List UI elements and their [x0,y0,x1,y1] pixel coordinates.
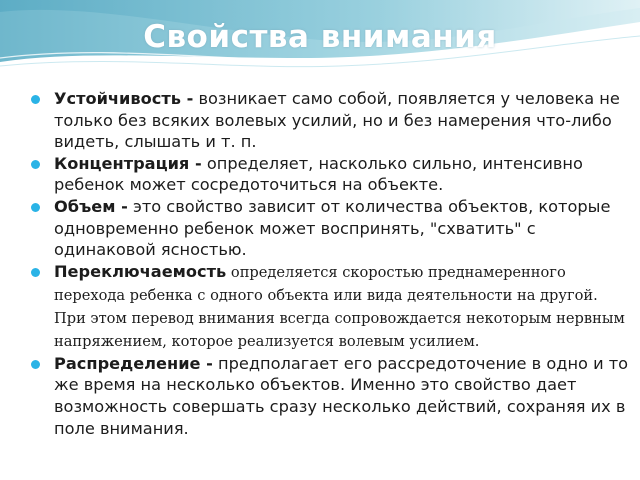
bullet-dot-icon [31,268,40,277]
bullet-term: Устойчивость - [54,89,194,108]
bullet-dot-icon [31,203,40,212]
slide-title: Свойства внимания [143,19,497,55]
bullet-text: определяется скоростью преднамеренного перехода ребенка с одного объекта или вида деятельности на другой. При этом перевод внимания всегда сопровождается некоторым нервным напряжением, которое реализуется волевым усилием. [54,263,625,350]
bullet-text: предполагает его рассредоточение в одно и то же время на несколько объектов. Именно это свойство дает возможность совершать сразу несколько действий, сохраняя их в поле внимания. [54,353,629,438]
bullet-dot-icon [31,95,40,104]
bullet-text: это свойство зависит от количества объектов, которые одновременно ребенок может воспринять, "схватить" с одинаковой ясностью. [54,196,611,260]
bullet-term: Переключаемость [54,261,227,281]
bullet-list [30,88,630,439]
bullet-dot-icon [31,160,40,169]
bullet-item-pereklyuchaemost [30,261,630,353]
bullet-term: Концентрация - [54,153,202,173]
bullet-text: возникает само собой, появляется у человека не только без всяких волевых усилий, но и без намерения что-либо видеть, слышать и т. п. [54,89,620,152]
bullet-term: Распределение - [54,353,213,373]
bullet-item-ustoichivost [30,88,630,153]
bullet-item-obem [30,196,630,261]
bullet-dot-icon [31,360,40,369]
bullet-term: Объем - [54,196,128,216]
bullet-text: определяет, насколько сильно, интенсивно ребенок может сосредоточиться на объекте. [54,153,583,195]
bullet-item-koncentraciya [30,153,630,196]
bullet-item-raspredelenie [30,353,630,439]
